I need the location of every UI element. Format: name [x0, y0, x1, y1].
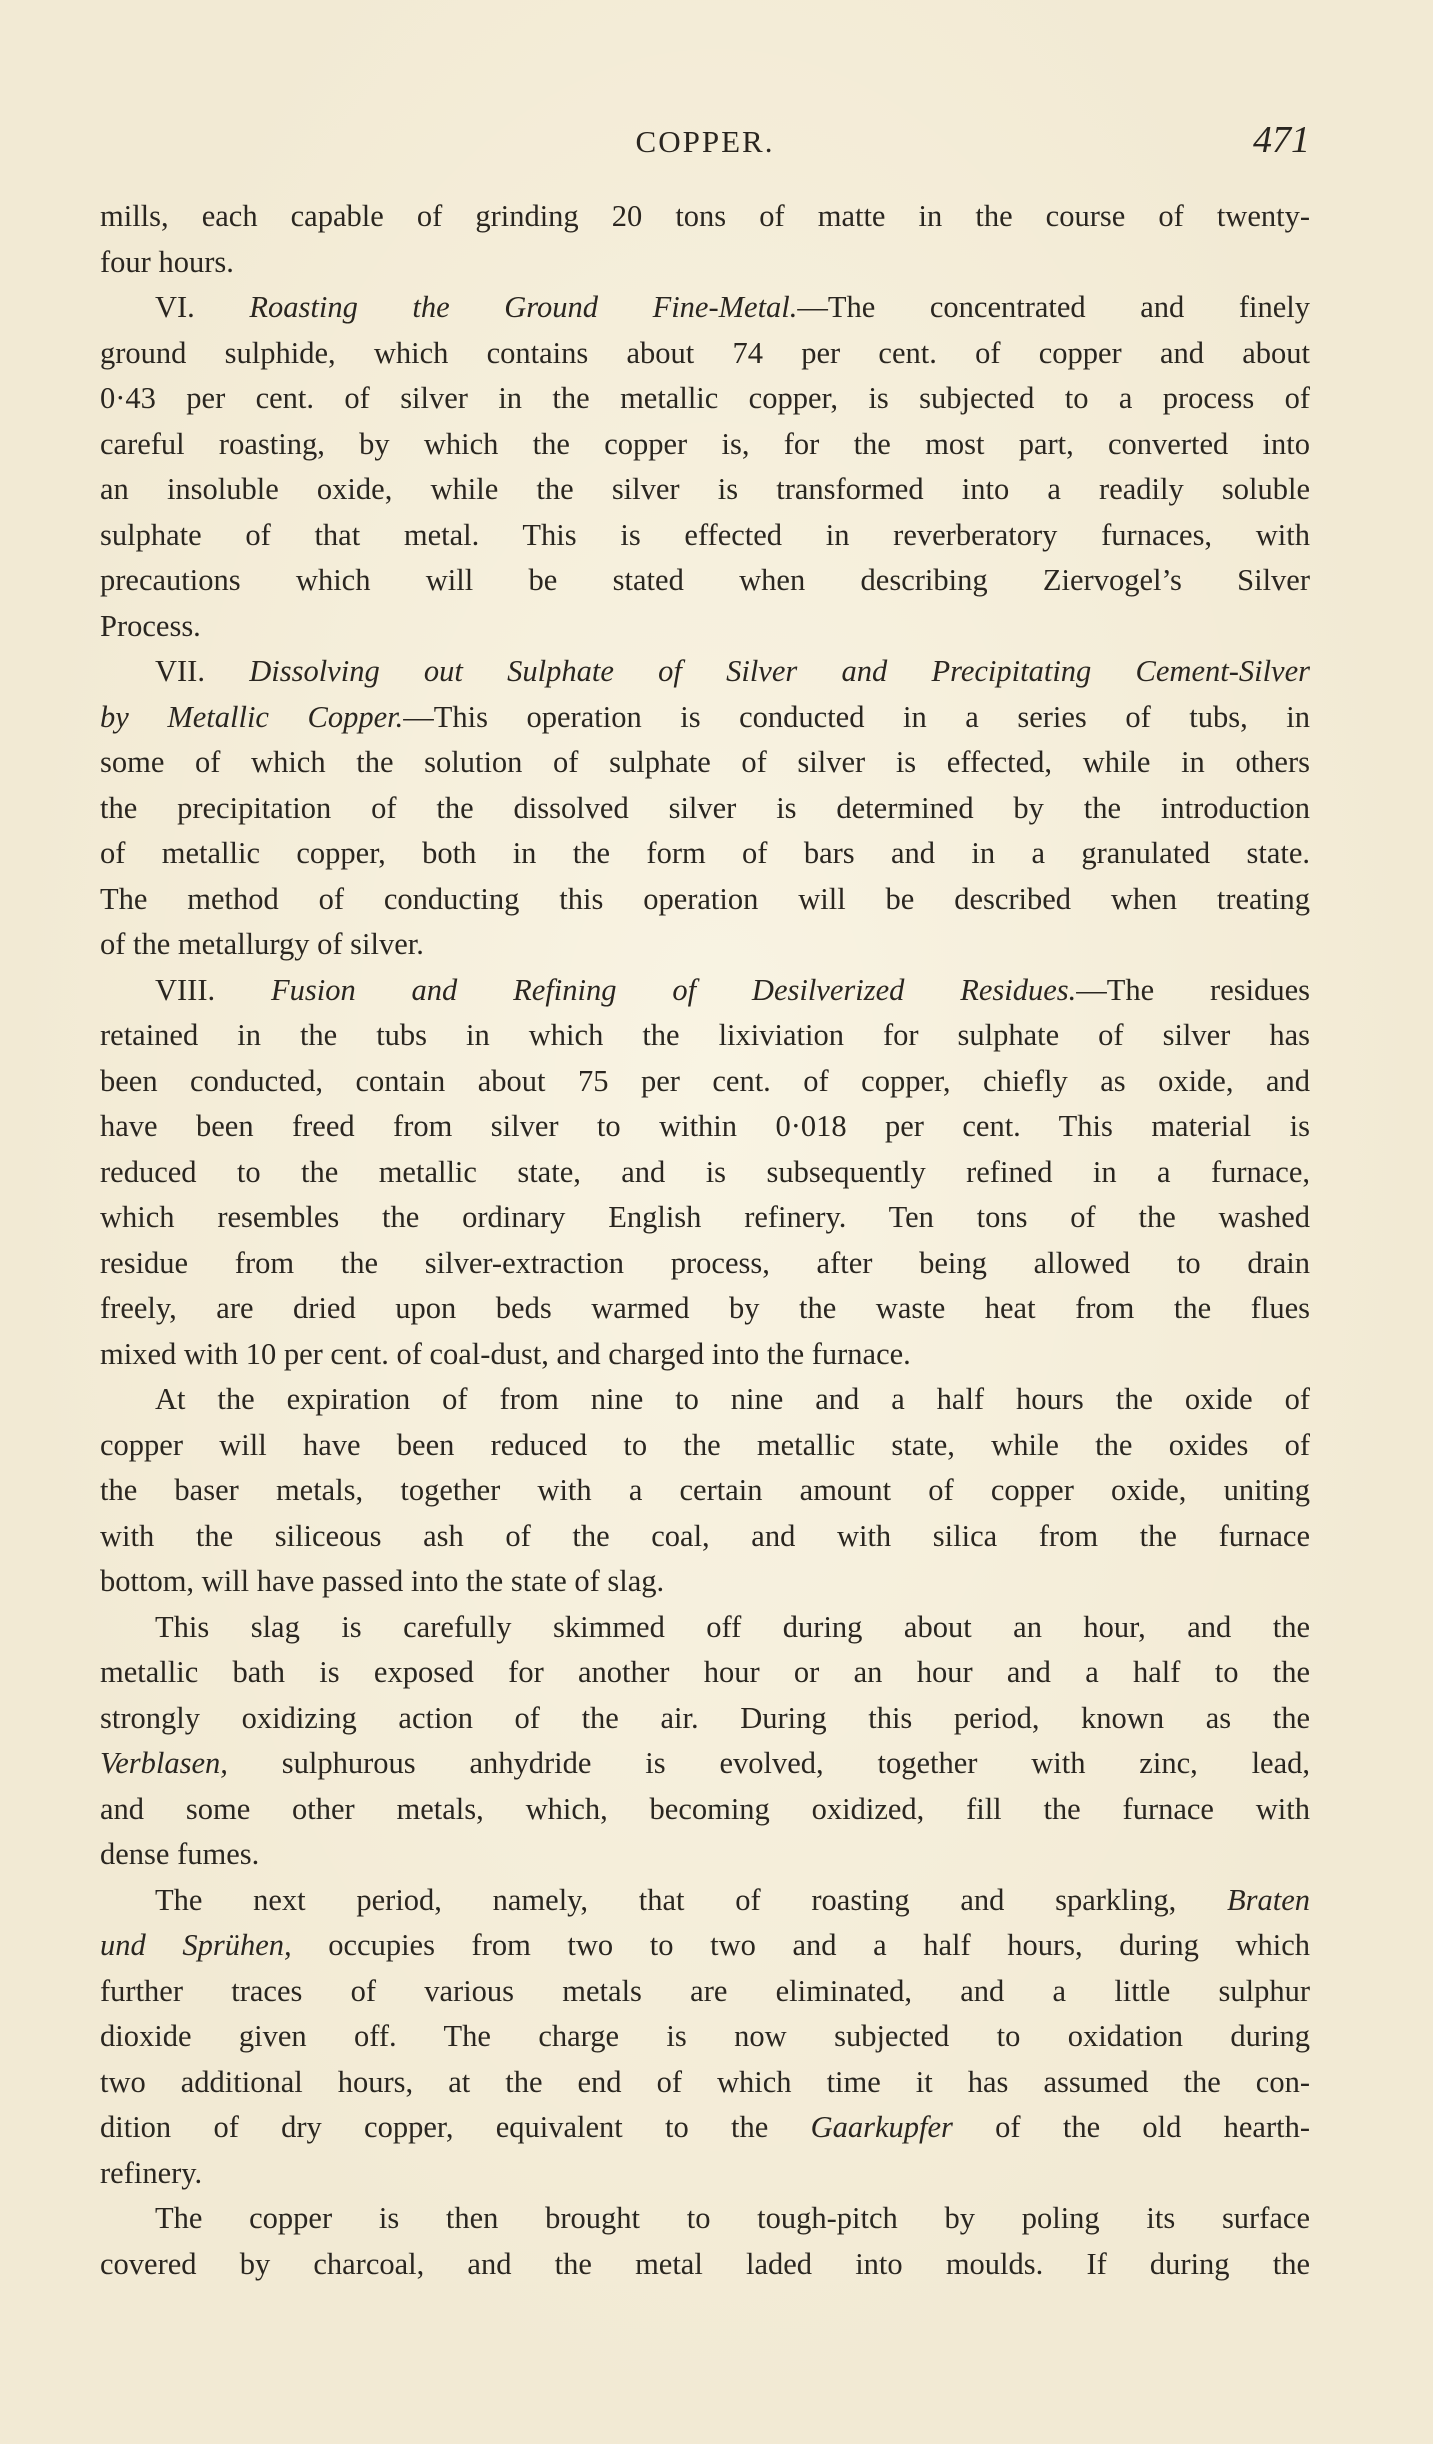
text-line — [100, 2105, 1310, 2151]
text-line: and some other metals, which, becoming oxidized, fill the furnace with — [100, 1791, 1310, 1826]
text-line: The copper is then brought to tough-pitch by poling its surface — [155, 2201, 1310, 2235]
text-line: Process. — [100, 608, 201, 643]
text-line — [100, 1741, 1310, 1787]
text-segment: VI. — [155, 290, 250, 324]
text-segment: The next period, namely, that of roasting and sparkling, — [155, 1882, 1227, 1917]
text-line: The method of conducting this operation will be described when treating — [100, 881, 1310, 916]
text-line: This slag is carefully skimmed off during about an hour, and the — [155, 1609, 1310, 1644]
text-line: dioxide given off. The charge is now subjected to oxidation during — [100, 2019, 1310, 2053]
italic-text: Verblasen, — [100, 1746, 228, 1780]
text-segment: —The residues — [1076, 972, 1310, 1007]
text-line: mixed with 10 per cent. of coal-dust, and charged into the furnace. — [100, 1336, 911, 1371]
text-segment: dition of dry copper, equivalent to the — [100, 2110, 811, 2144]
text-segment: —The concentrated and finely — [797, 290, 1310, 324]
text-line: sulphate of that metal. This is effected in reverberatory furnaces, with — [100, 517, 1310, 552]
text-line: four hours. — [100, 244, 234, 279]
text-line: metallic bath is exposed for another hour or an hour and a half to the — [100, 1655, 1310, 1689]
text-line — [100, 649, 1310, 695]
text-line: careful roasting, by which the copper is, for the most part, converted into — [100, 426, 1310, 461]
text-line: retained in the tubs in which the lixiviation for sulphate of silver has — [100, 1018, 1310, 1052]
text-line: ground sulphide, which contains about 74 per cent. of copper and about — [100, 335, 1310, 370]
text-line — [100, 695, 1310, 741]
text-line: freely, are dried upon beds warmed by the waste heat from the flues — [100, 1291, 1310, 1325]
text-segment: VII. — [155, 654, 250, 688]
italic-text: Braten — [1226, 1882, 1310, 1917]
text-line: which resembles the ordinary English refinery. Ten tons of the washed — [100, 1200, 1310, 1234]
text-line — [100, 1878, 1310, 1924]
text-line: have been freed from silver to within 0·018 per cent. This material is — [100, 1109, 1310, 1143]
italic-text: Dissolving out Sulphate of Silver and Precipitating Cement-Silver — [249, 654, 1310, 688]
text-line: refinery. — [100, 2155, 203, 2190]
text-line — [100, 968, 1310, 1014]
text-line: At the expiration of from nine to nine and a half hours the oxide of — [155, 1382, 1310, 1416]
text-line — [100, 285, 1310, 331]
text-line: some of which the solution of sulphate of silver is effected, while in others — [100, 745, 1310, 779]
text-line: with the siliceous ash of the coal, and with silica from the furnace — [100, 1518, 1310, 1553]
italic-text: Roasting the Ground Fine-Metal. — [249, 290, 798, 324]
text-line: covered by charcoal, and the metal laded into moulds. If during the — [100, 2246, 1310, 2281]
text-line: copper will have been reduced to the metallic state, while the oxides of — [100, 1427, 1310, 1462]
text-line: further traces of various metals are eliminated, and a little sulphur — [100, 1973, 1310, 2008]
text-line — [100, 1923, 1310, 1969]
text-line: an insoluble oxide, while the silver is transformed into a readily soluble — [100, 472, 1310, 506]
running-head — [100, 118, 1310, 168]
italic-text: und Sprühen, — [100, 1928, 292, 1962]
text-line: mills, each capable of grinding 20 tons of matte in the course of twenty- — [100, 199, 1310, 233]
text-line: reduced to the metallic state, and is subsequently refined in a furnace, — [100, 1154, 1310, 1189]
italic-text: Gaarkupfer — [810, 2110, 953, 2144]
italic-text: Fusion and Refining of Desilverized Residues. — [270, 972, 1077, 1007]
text-line: of metallic copper, both in the form of bars and in a granulated state. — [100, 836, 1310, 870]
text-line: the precipitation of the dissolved silver is determined by the introduction — [100, 790, 1310, 825]
text-line: residue from the silver-extraction process, after being allowed to drain — [100, 1245, 1310, 1280]
text-line: the baser metals, together with a certain amount of copper oxide, uniting — [100, 1473, 1310, 1507]
running-head-title: COPPER. — [635, 124, 775, 159]
text-line: two additional hours, at the end of which time it has assumed the con- — [100, 2064, 1310, 2099]
text-line: of the metallurgy of silver. — [100, 927, 424, 961]
text-segment: of the old hearth- — [952, 2110, 1310, 2144]
text-segment: sulphurous anhydride is evolved, together with zinc, lead, — [227, 1746, 1310, 1780]
text-segment: —This operation is conducted in a series of tubs, in — [403, 699, 1310, 734]
text-line: bottom, will have passed into the state of slag. — [100, 1564, 665, 1598]
text-line: precautions which will be stated when describing Ziervogel’s Silver — [100, 563, 1310, 597]
text-line: been conducted, contain about 75 per cent. of copper, chiefly as oxide, and — [100, 1063, 1310, 1098]
text-segment: VIII. — [155, 972, 271, 1007]
text-line: dense fumes. — [100, 1837, 260, 1871]
text-line: strongly oxidizing action of the air. During this period, known as the — [100, 1700, 1310, 1735]
text-segment: occupies from two to two and a half hours, during which — [291, 1928, 1310, 1962]
italic-text: by Metallic Copper. — [100, 699, 404, 734]
page-number: 471 — [1253, 119, 1310, 161]
text-line: 0·43 per cent. of silver in the metallic copper, is subjected to a process of — [100, 381, 1310, 415]
body-text — [100, 194, 1310, 2287]
